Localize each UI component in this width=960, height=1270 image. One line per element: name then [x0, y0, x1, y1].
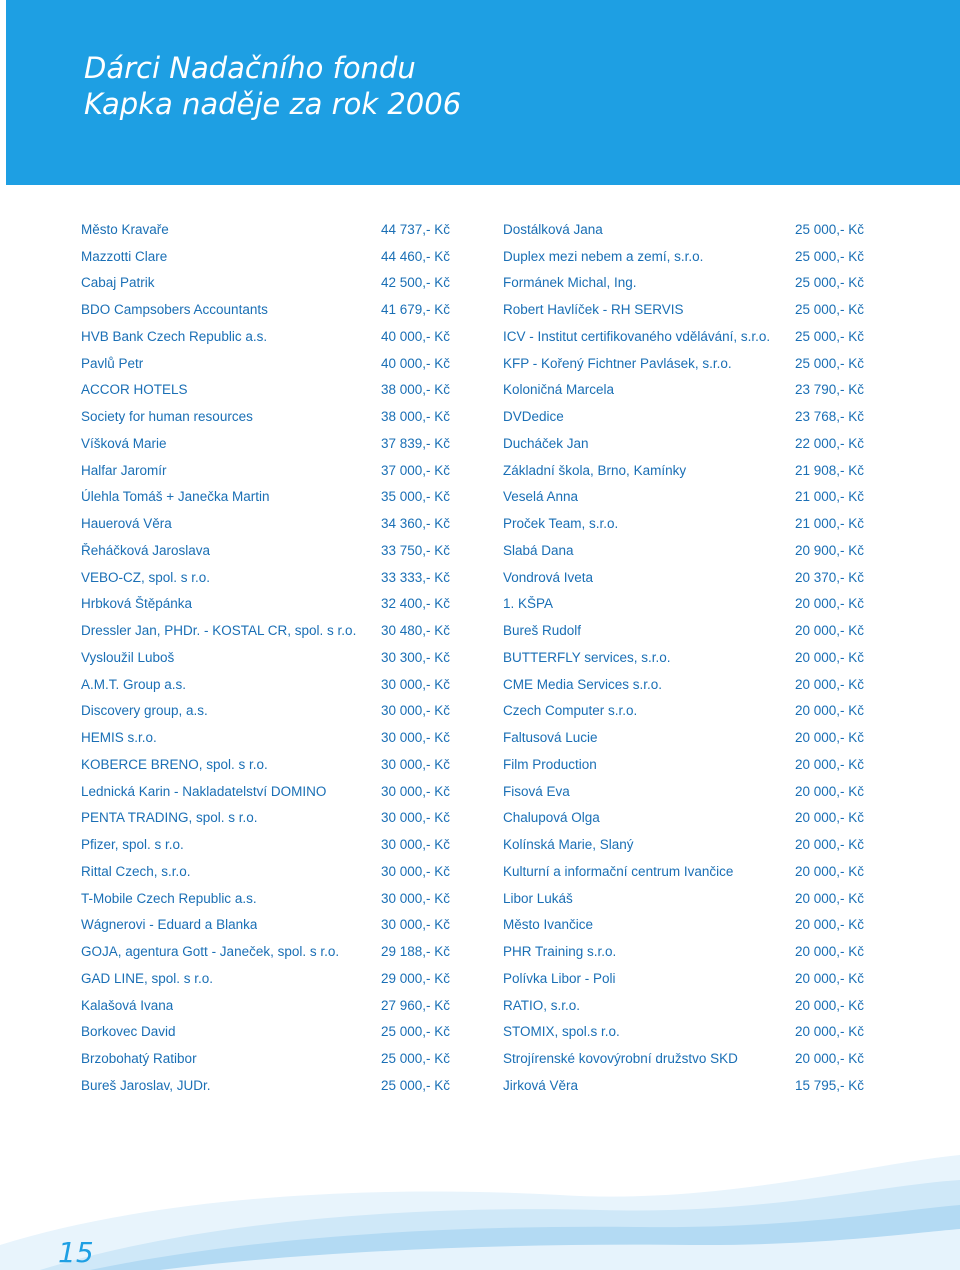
donor-name: Dressler Jan, PHDr. - KOSTAL CR, spol. s r.o. [81, 623, 357, 639]
left-donor-row [81, 1019, 450, 1046]
right-donor-row [503, 377, 864, 404]
donation-amount: 20 000,- Kč [794, 917, 864, 933]
donor-name: Dostálková Jana [503, 221, 603, 237]
donor-name: PHR Training s.r.o. [503, 944, 617, 960]
left-donor-row [81, 992, 450, 1019]
left-donor-row [81, 698, 450, 725]
donor-name: Slabá Dana [503, 542, 574, 558]
donor-name: Society for human resources [81, 409, 253, 425]
donation-amount: 30 480,- Kč [380, 623, 450, 639]
donor-name: Koloničná Marcela [503, 382, 615, 398]
donor-name: GOJA, agentura Gott - Janeček, spol. s r.o. [81, 944, 340, 960]
left-donor-row [81, 537, 450, 564]
left-donor-row [81, 778, 450, 805]
donor-name: Faltusová Lucie [503, 730, 598, 746]
page-title [84, 50, 461, 122]
left-donor-row [81, 564, 450, 591]
donation-amount: 23 768,- Kč [794, 409, 864, 425]
left-donor-row [81, 430, 450, 457]
donation-amount: 33 750,- Kč [380, 542, 450, 558]
right-donor-row [503, 510, 864, 537]
right-donor-row [503, 671, 864, 698]
donation-amount: 40 000,- Kč [380, 355, 450, 371]
donor-name: HVB Bank Czech Republic a.s. [81, 328, 268, 344]
donation-amount: 25 000,- Kč [794, 248, 864, 264]
right-donor-row [503, 1045, 864, 1072]
donation-amount: 20 000,- Kč [794, 863, 864, 879]
donor-name: BUTTERFLY services, s.r.o. [503, 649, 671, 665]
left-donor-row [81, 403, 450, 430]
right-donor-row [503, 323, 864, 350]
donation-amount: 20 000,- Kč [794, 970, 864, 986]
donor-name: Kalašová Ivana [81, 997, 174, 1013]
donation-amount: 42 500,- Kč [380, 275, 450, 291]
right-donor-row [503, 537, 864, 564]
donation-amount: 20 900,- Kč [794, 542, 864, 558]
decorative-waves [0, 1125, 960, 1270]
donor-name: Libor Lukáš [503, 890, 573, 906]
donor-name: STOMIX, spol.s r.o. [503, 1024, 620, 1040]
donor-name: Film Production [503, 756, 597, 772]
donor-name: Rittal Czech, s.r.o. [81, 863, 191, 879]
donor-name: Vondrová Iveta [503, 569, 594, 585]
donor-name: Bureš Rudolf [503, 623, 582, 639]
left-donor-row [81, 805, 450, 832]
donor-name: Fisová Eva [503, 783, 570, 799]
left-donor-row [81, 831, 450, 858]
donor-name: Cabaj Patrik [81, 275, 155, 291]
left-donor-row [81, 484, 450, 511]
donor-name: Veselá Anna [503, 489, 579, 505]
right-donor-row [503, 403, 864, 430]
right-donor-row [503, 270, 864, 297]
donation-amount: 44 460,- Kč [380, 248, 450, 264]
right-donor-row [503, 751, 864, 778]
donor-name: Borkovec David [81, 1024, 176, 1040]
donor-name: DVDedice [503, 409, 564, 425]
donor-name: Řeháčková Jaroslava [81, 542, 211, 558]
donor-name: T-Mobile Czech Republic a.s. [81, 890, 257, 906]
left-donor-row [81, 858, 450, 885]
right-donor-row [503, 831, 864, 858]
right-donor-row [503, 430, 864, 457]
donation-amount: 23 790,- Kč [794, 382, 864, 398]
donation-amount: 30 000,- Kč [380, 756, 450, 772]
donation-amount: 20 000,- Kč [794, 810, 864, 826]
donation-amount: 41 679,- Kč [380, 302, 450, 318]
donation-amount: 34 360,- Kč [380, 516, 450, 532]
right-donor-row [503, 992, 864, 1019]
right-donor-row [503, 885, 864, 912]
donation-amount: 20 000,- Kč [794, 756, 864, 772]
donation-amount: 29 188,- Kč [380, 944, 450, 960]
right-donor-row [503, 938, 864, 965]
donation-amount: 38 000,- Kč [380, 409, 450, 425]
donor-name: Chalupová Olga [503, 810, 600, 826]
donor-name: Wágnerovi - Eduard a Blanka [81, 917, 258, 933]
donation-amount: 25 000,- Kč [794, 355, 864, 371]
donor-name: BDO Campsobers Accountants [81, 302, 268, 318]
donor-name: Halfar Jaromír [81, 462, 167, 478]
donor-name: Bureš Jaroslav, JUDr. [81, 1077, 211, 1093]
donor-name: KOBERCE BRENO, spol. s r.o. [81, 756, 268, 772]
right-donor-row [503, 243, 864, 270]
donor-name: Pfizer, spol. s r.o. [81, 837, 184, 853]
donation-amount: 20 000,- Kč [794, 703, 864, 719]
donor-name: GAD LINE, spol. s r.o. [81, 970, 214, 986]
donor-name: Hrbková Štěpánka [81, 596, 193, 612]
donation-amount: 37 839,- Kč [380, 435, 450, 451]
left-donor-row [81, 216, 450, 243]
donation-amount: 32 400,- Kč [380, 596, 450, 612]
right-donor-row [503, 564, 864, 591]
donation-amount: 20 000,- Kč [794, 783, 864, 799]
left-donor-row [81, 1072, 450, 1099]
donation-amount: 22 000,- Kč [794, 435, 864, 451]
right-donor-row [503, 591, 864, 618]
donation-amount: 25 000,- Kč [380, 1024, 450, 1040]
donation-amount: 15 795,- Kč [794, 1077, 864, 1093]
donation-amount: 20 000,- Kč [794, 1051, 864, 1067]
right-donor-row [503, 457, 864, 484]
donor-name: Město Kravaře [81, 221, 169, 237]
donation-amount: 20 000,- Kč [794, 837, 864, 853]
left-donor-row [81, 617, 450, 644]
donation-amount: 44 737,- Kč [380, 221, 450, 237]
donor-name: Discovery group, a.s. [81, 703, 208, 719]
donation-amount: 20 000,- Kč [794, 596, 864, 612]
right-donor-row [503, 858, 864, 885]
donation-amount: 40 000,- Kč [380, 328, 450, 344]
donor-name: KFP - Kořený Fichtner Pavlásek, s.r.o. [503, 355, 732, 371]
donation-amount: 30 000,- Kč [380, 890, 450, 906]
donation-amount: 20 000,- Kč [794, 997, 864, 1013]
donor-name: ICV - Institut certifikovaného vdělávání, s.r.o. [503, 328, 771, 344]
donor-name: A.M.T. Group a.s. [81, 676, 187, 692]
left-donor-row [81, 296, 450, 323]
donor-list-left [81, 216, 450, 1099]
right-donor-row [503, 484, 864, 511]
donation-amount: 30 000,- Kč [380, 676, 450, 692]
left-donor-row [81, 912, 450, 939]
donation-amount: 30 000,- Kč [380, 703, 450, 719]
donation-amount: 38 000,- Kč [380, 382, 450, 398]
left-donor-row [81, 671, 450, 698]
donor-name: Polívka Libor - Poli [503, 970, 616, 986]
left-donor-row [81, 1045, 450, 1072]
donor-name: Formánek Michal, Ing. [503, 275, 637, 291]
left-donor-row [81, 938, 450, 965]
donation-amount: 30 000,- Kč [380, 810, 450, 826]
donor-name: Brzobohatý Ratibor [81, 1051, 197, 1067]
donation-amount: 25 000,- Kč [794, 328, 864, 344]
donor-name: Kolínská Marie, Slaný [503, 837, 634, 853]
donation-amount: 35 000,- Kč [380, 489, 450, 505]
left-donor-row [81, 751, 450, 778]
right-donor-row [503, 617, 864, 644]
right-donor-row [503, 805, 864, 832]
donation-amount: 33 333,- Kč [380, 569, 450, 585]
donor-name: 1. KŠPA [503, 596, 554, 612]
donation-amount: 20 000,- Kč [794, 944, 864, 960]
right-donor-row [503, 644, 864, 671]
left-donor-row [81, 510, 450, 537]
donation-amount: 20 000,- Kč [794, 1024, 864, 1040]
donor-name: Úlehla Tomáš + Janečka Martin [81, 489, 270, 505]
donation-amount: 20 000,- Kč [794, 890, 864, 906]
donor-name: Ducháček Jan [503, 435, 589, 451]
left-donor-row [81, 243, 450, 270]
donation-amount: 25 000,- Kč [794, 275, 864, 291]
donation-amount: 37 000,- Kč [380, 462, 450, 478]
donation-amount: 20 370,- Kč [794, 569, 864, 585]
donor-name: Hauerová Věra [81, 516, 172, 532]
donor-name: RATIO, s.r.o. [503, 997, 581, 1013]
donation-amount: 27 960,- Kč [380, 997, 450, 1013]
left-donor-row [81, 591, 450, 618]
donation-amount: 20 000,- Kč [794, 730, 864, 746]
donor-name: Město Ivančice [503, 917, 594, 933]
donation-amount: 21 000,- Kč [794, 489, 864, 505]
donor-list-right [503, 216, 864, 1099]
donor-name: Proček Team, s.r.o. [503, 516, 619, 532]
donor-name: Duplex mezi nebem a zemí, s.r.o. [503, 248, 704, 264]
left-donor-row [81, 377, 450, 404]
right-donor-row [503, 698, 864, 725]
donation-amount: 30 000,- Kč [380, 863, 450, 879]
right-donor-row [503, 912, 864, 939]
left-donor-row [81, 724, 450, 751]
right-donor-row [503, 724, 864, 751]
donor-name: Mazzotti Clare [81, 248, 168, 264]
left-donor-row [81, 323, 450, 350]
donor-name: Jirková Věra [503, 1077, 579, 1093]
left-donor-row [81, 965, 450, 992]
donor-name: Robert Havlíček - RH SERVIS [503, 302, 684, 318]
donor-name: Lednická Karin - Nakladatelství DOMINO [81, 783, 327, 799]
donor-name: Vysloužil Luboš [81, 649, 175, 665]
donor-name: Víšková Marie [81, 435, 167, 451]
donation-amount: 20 000,- Kč [794, 649, 864, 665]
donation-amount: 25 000,- Kč [794, 302, 864, 318]
donation-amount: 29 000,- Kč [380, 970, 450, 986]
donor-name: Czech Computer s.r.o. [503, 703, 638, 719]
left-donor-row [81, 457, 450, 484]
right-donor-row [503, 350, 864, 377]
left-donor-row [81, 885, 450, 912]
donor-name: ACCOR HOTELS [81, 382, 188, 398]
donor-name: PENTA TRADING, spol. s r.o. [81, 810, 258, 826]
title-line-2: Kapka naděje za rok 2006 [84, 87, 462, 121]
donation-amount: 25 000,- Kč [794, 221, 864, 237]
donation-amount: 30 300,- Kč [380, 649, 450, 665]
donor-name: Pavlů Petr [81, 355, 144, 371]
right-donor-row [503, 778, 864, 805]
donation-amount: 21 000,- Kč [794, 516, 864, 532]
page-number: 15 [58, 1236, 94, 1269]
donor-name: Strojírenské kovovýrobní družstvo SKD [503, 1051, 738, 1067]
left-donor-row [81, 270, 450, 297]
left-donor-row [81, 350, 450, 377]
donation-amount: 30 000,- Kč [380, 837, 450, 853]
donor-name: Kulturní a informační centrum Ivančice [503, 863, 734, 879]
donor-name: VEBO-CZ, spol. s r.o. [81, 569, 211, 585]
right-donor-row [503, 965, 864, 992]
left-donor-row [81, 644, 450, 671]
donation-amount: 20 000,- Kč [794, 623, 864, 639]
donation-amount: 30 000,- Kč [380, 917, 450, 933]
right-donor-row [503, 1019, 864, 1046]
right-donor-row [503, 296, 864, 323]
right-donor-row [503, 216, 864, 243]
donor-name: HEMIS s.r.o. [81, 730, 157, 746]
donor-name: CME Media Services s.r.o. [503, 676, 663, 692]
donation-amount: 30 000,- Kč [380, 783, 450, 799]
donation-amount: 25 000,- Kč [380, 1077, 450, 1093]
donor-name: Základní škola, Brno, Kamínky [503, 462, 687, 478]
donation-amount: 20 000,- Kč [794, 676, 864, 692]
right-donor-row [503, 1072, 864, 1099]
donation-amount: 21 908,- Kč [794, 462, 864, 478]
donation-amount: 30 000,- Kč [380, 730, 450, 746]
donation-amount: 25 000,- Kč [380, 1051, 450, 1067]
title-line-1: Dárci Nadačního fondu [84, 51, 416, 85]
